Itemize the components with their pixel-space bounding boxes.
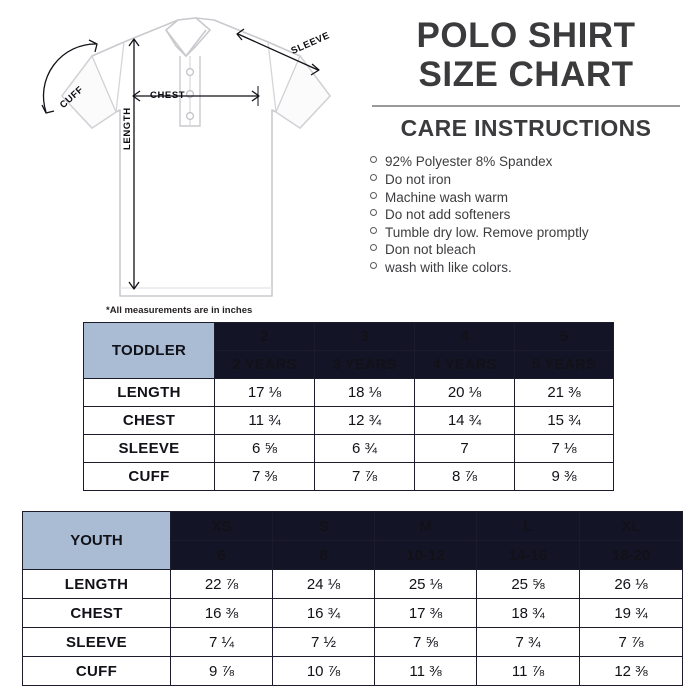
measurement-cell: 25 ⅛ <box>375 570 477 599</box>
row-label: LENGTH <box>84 379 215 407</box>
age-header-cell: 4 YEARS <box>415 351 515 379</box>
care-instructions-title: CARE INSTRUCTIONS <box>400 115 652 142</box>
measurement-cell: 17 ⅛ <box>215 379 315 407</box>
care-instructions-list <box>352 153 700 276</box>
size-header-cell: M <box>375 512 477 541</box>
size-header-cell: XS <box>171 512 273 541</box>
table-row <box>84 379 614 407</box>
label-chest: CHEST <box>150 90 186 101</box>
label-sleeve: SLEEVE <box>289 30 332 57</box>
size-header-cell: XL <box>580 512 683 541</box>
page-title-line1: POLO SHIRT <box>416 16 636 55</box>
youth-category-cell: YOUTH <box>23 512 171 570</box>
measurement-cell: 16 ⅜ <box>171 599 273 628</box>
care-item-text: Don not bleach <box>385 242 476 258</box>
tables-section <box>0 322 700 686</box>
care-item-text: wash with like colors. <box>385 259 512 275</box>
bullet-icon <box>370 156 377 163</box>
table-row <box>23 512 683 541</box>
bullet-icon <box>370 244 377 251</box>
list-item <box>370 206 700 224</box>
measurement-cell: 17 ⅜ <box>375 599 477 628</box>
measurement-cell: 24 ⅛ <box>273 570 375 599</box>
measurement-cell: 25 ⅝ <box>477 570 580 599</box>
table-row <box>23 570 683 599</box>
measurement-cell: 12 ⅜ <box>580 657 683 686</box>
size-header-cell: 2 <box>215 323 315 351</box>
measurement-cell: 15 ¾ <box>515 407 614 435</box>
age-header-cell: 14-16 <box>477 541 580 570</box>
measurement-cell: 21 ⅜ <box>515 379 614 407</box>
toddler-category-cell: TODDLER <box>84 323 215 379</box>
row-label: SLEEVE <box>23 628 171 657</box>
measurement-cell: 7 ⅜ <box>215 463 315 491</box>
table-row <box>84 323 614 351</box>
toddler-size-table <box>83 322 614 491</box>
age-header-cell: 10-12 <box>375 541 477 570</box>
measurement-cell: 11 ¾ <box>215 407 315 435</box>
measurement-cell: 7 ½ <box>273 628 375 657</box>
list-item <box>370 153 700 171</box>
measurement-cell: 18 ¾ <box>477 599 580 628</box>
measurement-cell: 19 ¾ <box>580 599 683 628</box>
text-panel <box>352 0 700 322</box>
page-title-line2: SIZE CHART <box>418 55 634 95</box>
measurement-cell: 7 ¾ <box>477 628 580 657</box>
size-header-cell: 3 <box>315 323 415 351</box>
list-item <box>370 241 700 259</box>
measurement-cell: 7 ⅝ <box>375 628 477 657</box>
measurement-cell: 12 ¾ <box>315 407 415 435</box>
measurement-cell: 7 ⅛ <box>515 435 614 463</box>
measurement-cell: 7 <box>415 435 515 463</box>
size-header-cell: 5 <box>515 323 614 351</box>
measurement-cell: 6 ⅝ <box>215 435 315 463</box>
measurement-cell: 8 ⅞ <box>415 463 515 491</box>
care-item-text: Do not iron <box>385 171 452 187</box>
age-header-cell: 8 <box>273 541 375 570</box>
age-header-cell: 6 <box>171 541 273 570</box>
row-label: SLEEVE <box>84 435 215 463</box>
measurement-cell: 22 ⅞ <box>171 570 273 599</box>
measurement-cell: 7 ⅞ <box>580 628 683 657</box>
care-item-text: Machine wash warm <box>385 189 509 205</box>
table-row <box>23 628 683 657</box>
measurement-cell: 9 ⅞ <box>171 657 273 686</box>
measurement-footnote: *All measurements are in inches <box>106 305 253 316</box>
list-item <box>370 171 700 189</box>
age-header-cell: 5 YEARS <box>515 351 614 379</box>
bullet-icon <box>370 192 377 199</box>
measurement-cell: 11 ⅞ <box>477 657 580 686</box>
youth-size-table <box>22 511 683 686</box>
row-label: CHEST <box>84 407 215 435</box>
row-label: CUFF <box>84 463 215 491</box>
size-header-cell: L <box>477 512 580 541</box>
top-section <box>0 0 700 322</box>
table-row <box>23 599 683 628</box>
table-row <box>84 407 614 435</box>
care-item-text: 92% Polyester 8% Spandex <box>385 154 553 170</box>
measurement-cell: 7 ¼ <box>171 628 273 657</box>
measurement-cell: 11 ⅜ <box>375 657 477 686</box>
shirt-diagram <box>0 0 352 322</box>
age-header-cell: 3 YEARS <box>315 351 415 379</box>
title-divider <box>372 105 680 107</box>
table-spacer <box>2 491 698 511</box>
size-header-cell: 4 <box>415 323 515 351</box>
bullet-icon <box>370 209 377 216</box>
measurement-cell: 18 ⅛ <box>315 379 415 407</box>
measurement-cell: 14 ¾ <box>415 407 515 435</box>
table-row <box>84 463 614 491</box>
size-header-cell: S <box>273 512 375 541</box>
care-item-text: Tumble dry low. Remove promptly <box>385 224 589 240</box>
page-title <box>364 16 688 94</box>
measurement-cell: 10 ⅞ <box>273 657 375 686</box>
age-header-cell: 2 YEARS <box>215 351 315 379</box>
measurement-cell: 16 ¾ <box>273 599 375 628</box>
label-cuff: CUFF <box>57 84 86 111</box>
list-item <box>370 259 700 277</box>
bullet-icon <box>370 262 377 269</box>
measurement-cell: 7 ⅞ <box>315 463 415 491</box>
list-item <box>370 189 700 207</box>
row-label: CUFF <box>23 657 171 686</box>
measurement-cell: 9 ⅜ <box>515 463 614 491</box>
measurement-cell: 6 ¾ <box>315 435 415 463</box>
table-row <box>84 435 614 463</box>
row-label: CHEST <box>23 599 171 628</box>
table-row <box>23 657 683 686</box>
row-label: LENGTH <box>23 570 171 599</box>
care-item-text: Do not add softeners <box>385 207 511 223</box>
measurement-cell: 20 ⅛ <box>415 379 515 407</box>
measurement-cell: 26 ⅛ <box>580 570 683 599</box>
age-header-cell: 18-20 <box>580 541 683 570</box>
bullet-icon <box>370 174 377 181</box>
list-item <box>370 224 700 242</box>
bullet-icon <box>370 227 377 234</box>
label-length: LENGTH <box>122 107 133 150</box>
